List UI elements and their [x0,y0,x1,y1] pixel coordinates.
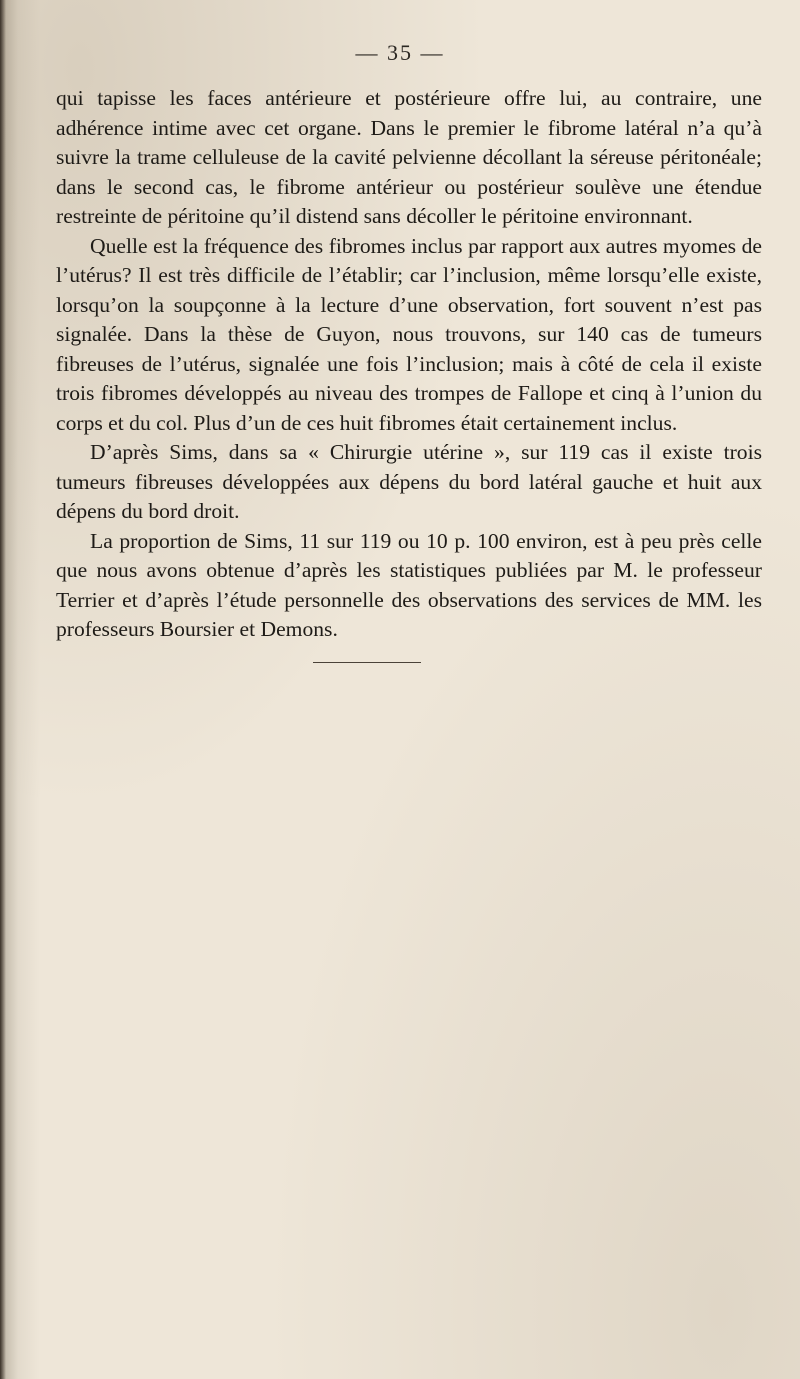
paragraph-3: D’après Sims, dans sa « Chirurgie utérine », sur 119 cas il existe trois tumeurs fibreuses développées aux dépens du bord latéral gauche et huit aux dépens du bord droit. [56,440,762,523]
paragraph-2: Quelle est la fréquence des fibromes inclus par rapport aux autres myomes de l’utérus? Il est très difficile de l’établir; car l’inclusion, même lorsqu’elle existe, lorsqu’on la soupçonne à la lecture d’une observation, fort souvent n’est pas signalée. Dans la thèse de Guyon, nous trouvons, sur 140 cas de tumeurs fibreuses de l’utérus, signalée une fois l’inclusion; mais à côté de cela il existe trois fibromes développés au niveau des trompes de Fallope et cinq à l’union du corps et du col. Plus d’un de ces huit fibromes était certainement inclus. [56,233,762,435]
body-text [56,84,762,645]
paragraph-4: La proportion de Sims, 11 sur 119 ou 10 p. 100 environ, est à peu près celle que nous avons obtenue d’après les statistiques publiées par M. le professeur Terrier et d’après l’étude personnelle des observations des services de MM. les professeurs Boursier et Demons. [56,528,762,641]
page-binding-edge [0,0,6,1379]
paragraph-1: qui tapisse les faces antérieure et postérieure offre lui, au contraire, une adhérence intime avec cet organe. Dans le premier le fibrome latéral n’a qu’à suivre la trame celluleuse de la cavité pelvienne décollant la séreuse péritonéale; dans le second cas, le fibrome antérieur ou postérieur soulève une étendue restreinte de péritoine qu’il distend sans décoller le péritoine environnant. [56,86,762,228]
page-number: — 35 — [355,40,445,65]
section-divider [313,662,421,663]
